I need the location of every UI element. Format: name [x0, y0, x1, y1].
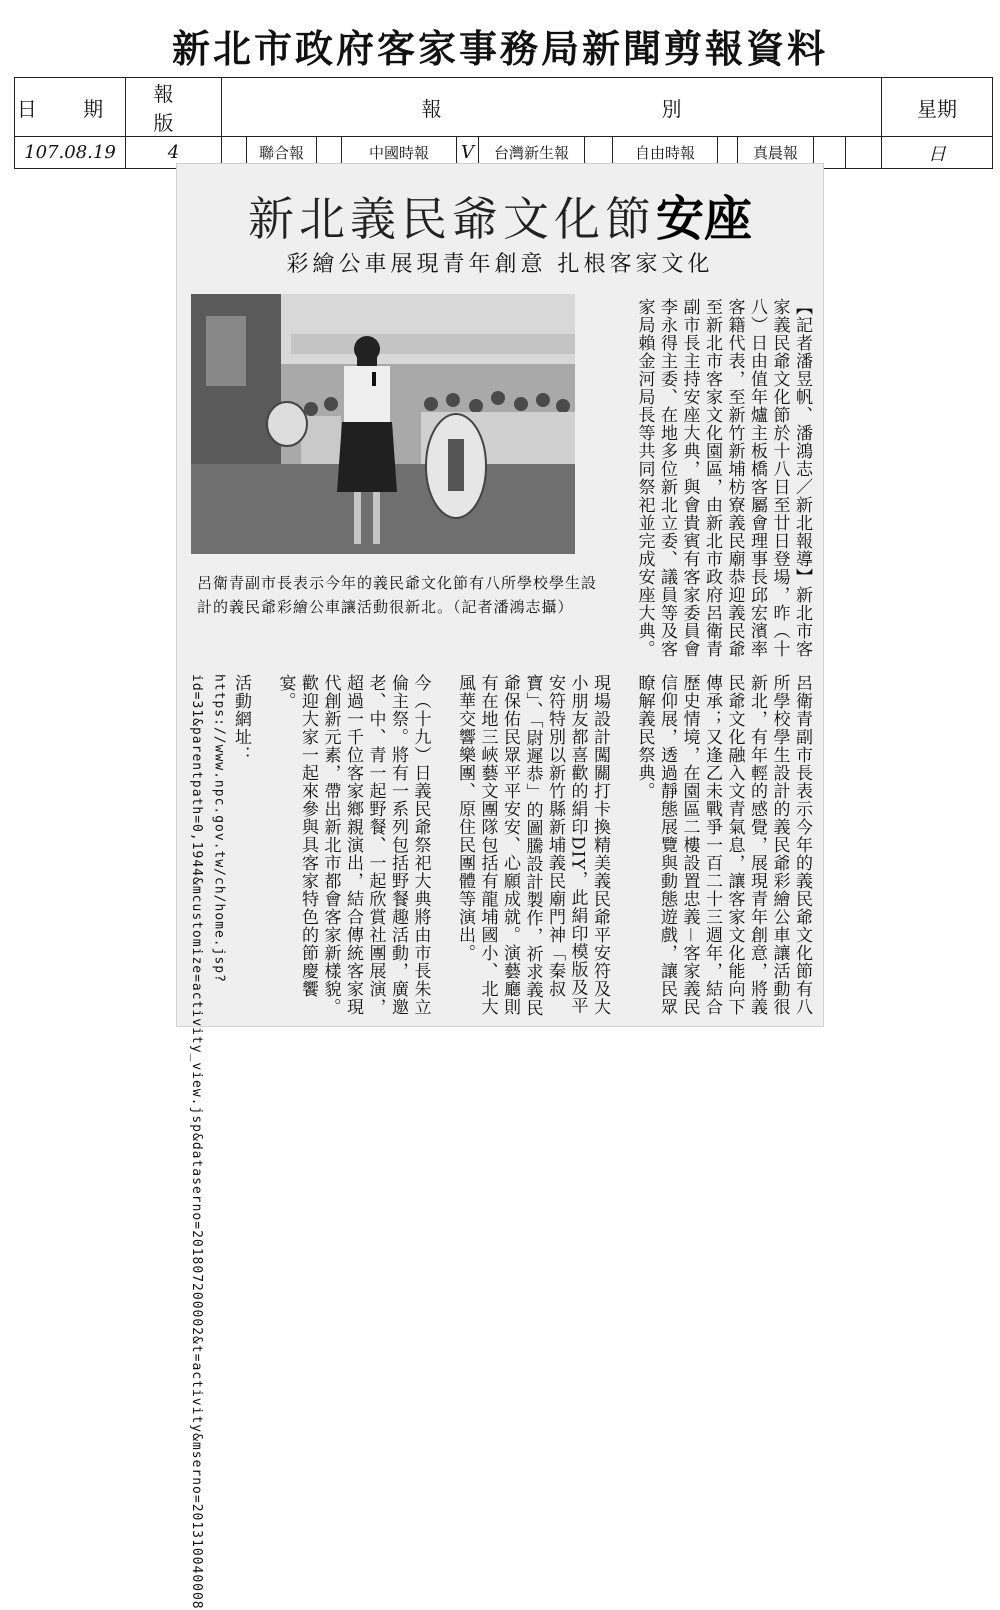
date-value: 107.08.19 [15, 137, 126, 169]
edition-value: 4 [126, 137, 222, 169]
metadata-table [14, 77, 993, 169]
paper-name: 中國時報 [342, 137, 457, 169]
news-photo [191, 294, 575, 554]
document-title: 新北市政府客家事務局新聞剪報資料 [171, 26, 828, 71]
paragraph: 今（十九）日義民爺祭祀大典將由市長朱立倫主祭。將有一系列包括野餐趣活動，廣邀老、中、青一起野餐、一起欣賞社團展演，超過一千位客家鄉親演出，結合傳統客家現代創新元素，帶出新北市都會客家新樣貌。歡迎大家一起來參與具客家特色的節慶饗宴。 [275, 674, 431, 1016]
newspaper-clipping [176, 163, 824, 1610]
headline [177, 180, 823, 249]
url-text: https://www.npc.gov.tw/ch/home.jsp?id=31&parentpath=0,1944&mcustomize=activity_view.jsp&dataserno=201807200002&t=activity&mserno=201310040008 [189, 674, 227, 1610]
edition-label: 報 版 [126, 78, 222, 137]
paper-name: 真晨報 [738, 137, 814, 169]
photo-caption: 呂衛青副市長表示今年的義民爺文化節有八所學校學生設計的義民爺彩繪公車讓活動很新北。（記者潘鴻志攝） [197, 574, 598, 616]
paper-label: 報 別 [222, 78, 882, 137]
paper-name: 台灣新生報 [479, 137, 585, 169]
url-label: 活動網址： [231, 674, 251, 764]
article-body-upper [611, 298, 813, 660]
article-body-lower [185, 674, 814, 1610]
blank-cell [846, 137, 882, 169]
headline-bold: 安座 [655, 191, 752, 247]
paragraph: 呂衛青副市長表示今年的義民爺文化節有八所學校學生設計的義民爺彩繪公車讓活動很新北，有年輕的感覺，展現青年創意，將義民爺文化融入文青氣息，讓客家文化能向下傳承；又逢乙未戰爭一百二十三週年，結合歷史情境，在園區二樓設置忠義－客家義民信仰展，透過靜態展覽與動態遊戲，讓民眾瞭解義民祭典。 [634, 674, 812, 1016]
checkmark: V [457, 137, 479, 169]
activity-url [185, 674, 253, 1610]
subheadline: 彩繪公車展現青年創意 扎根客家文化 [286, 252, 714, 277]
photo-illustration [191, 294, 575, 554]
paragraph: 現場設計闖關打卡換精美義民爺平安符及大小朋友都喜歡的絹印DIY，此絹印模版及平安符特別以新竹縣新埔義民廟門神「秦叔寶」、「尉遲恭」的圖騰設計製作，祈求義民爺保佑民眾平平安安、心願成就。演藝廳則有在地三峽藝文團隊包括有龍埔國小、北大風華交響樂團、原住民團體等演出。 [455, 674, 610, 1017]
paper-name: 聯合報 [247, 137, 317, 169]
date-label: 日 期 [15, 78, 126, 137]
paper-name: 自由時報 [613, 137, 718, 169]
weekday-label: 星期 [882, 78, 993, 137]
paragraph: 【記者潘昱帆、潘鴻志／新北報導】新北市客家義民爺文化節於十八日至廿日登場，昨（十八）日由值年爐主板橋客屬會理事長邱宏濱率客籍代表，至新竹新埔枋寮義民廟恭迎義民爺至新北市客家文化園區，由新北市政府呂衛青副市長主持安座大典，與會貴賓有客家委員會李永得主委、在地多位新北立委、議員等及客家局賴金河局長等共同祭祀並完成安座大典。 [634, 298, 812, 658]
headline-main: 新北義民爺文化節 [247, 192, 656, 246]
weekday-value: 日 [882, 137, 993, 169]
